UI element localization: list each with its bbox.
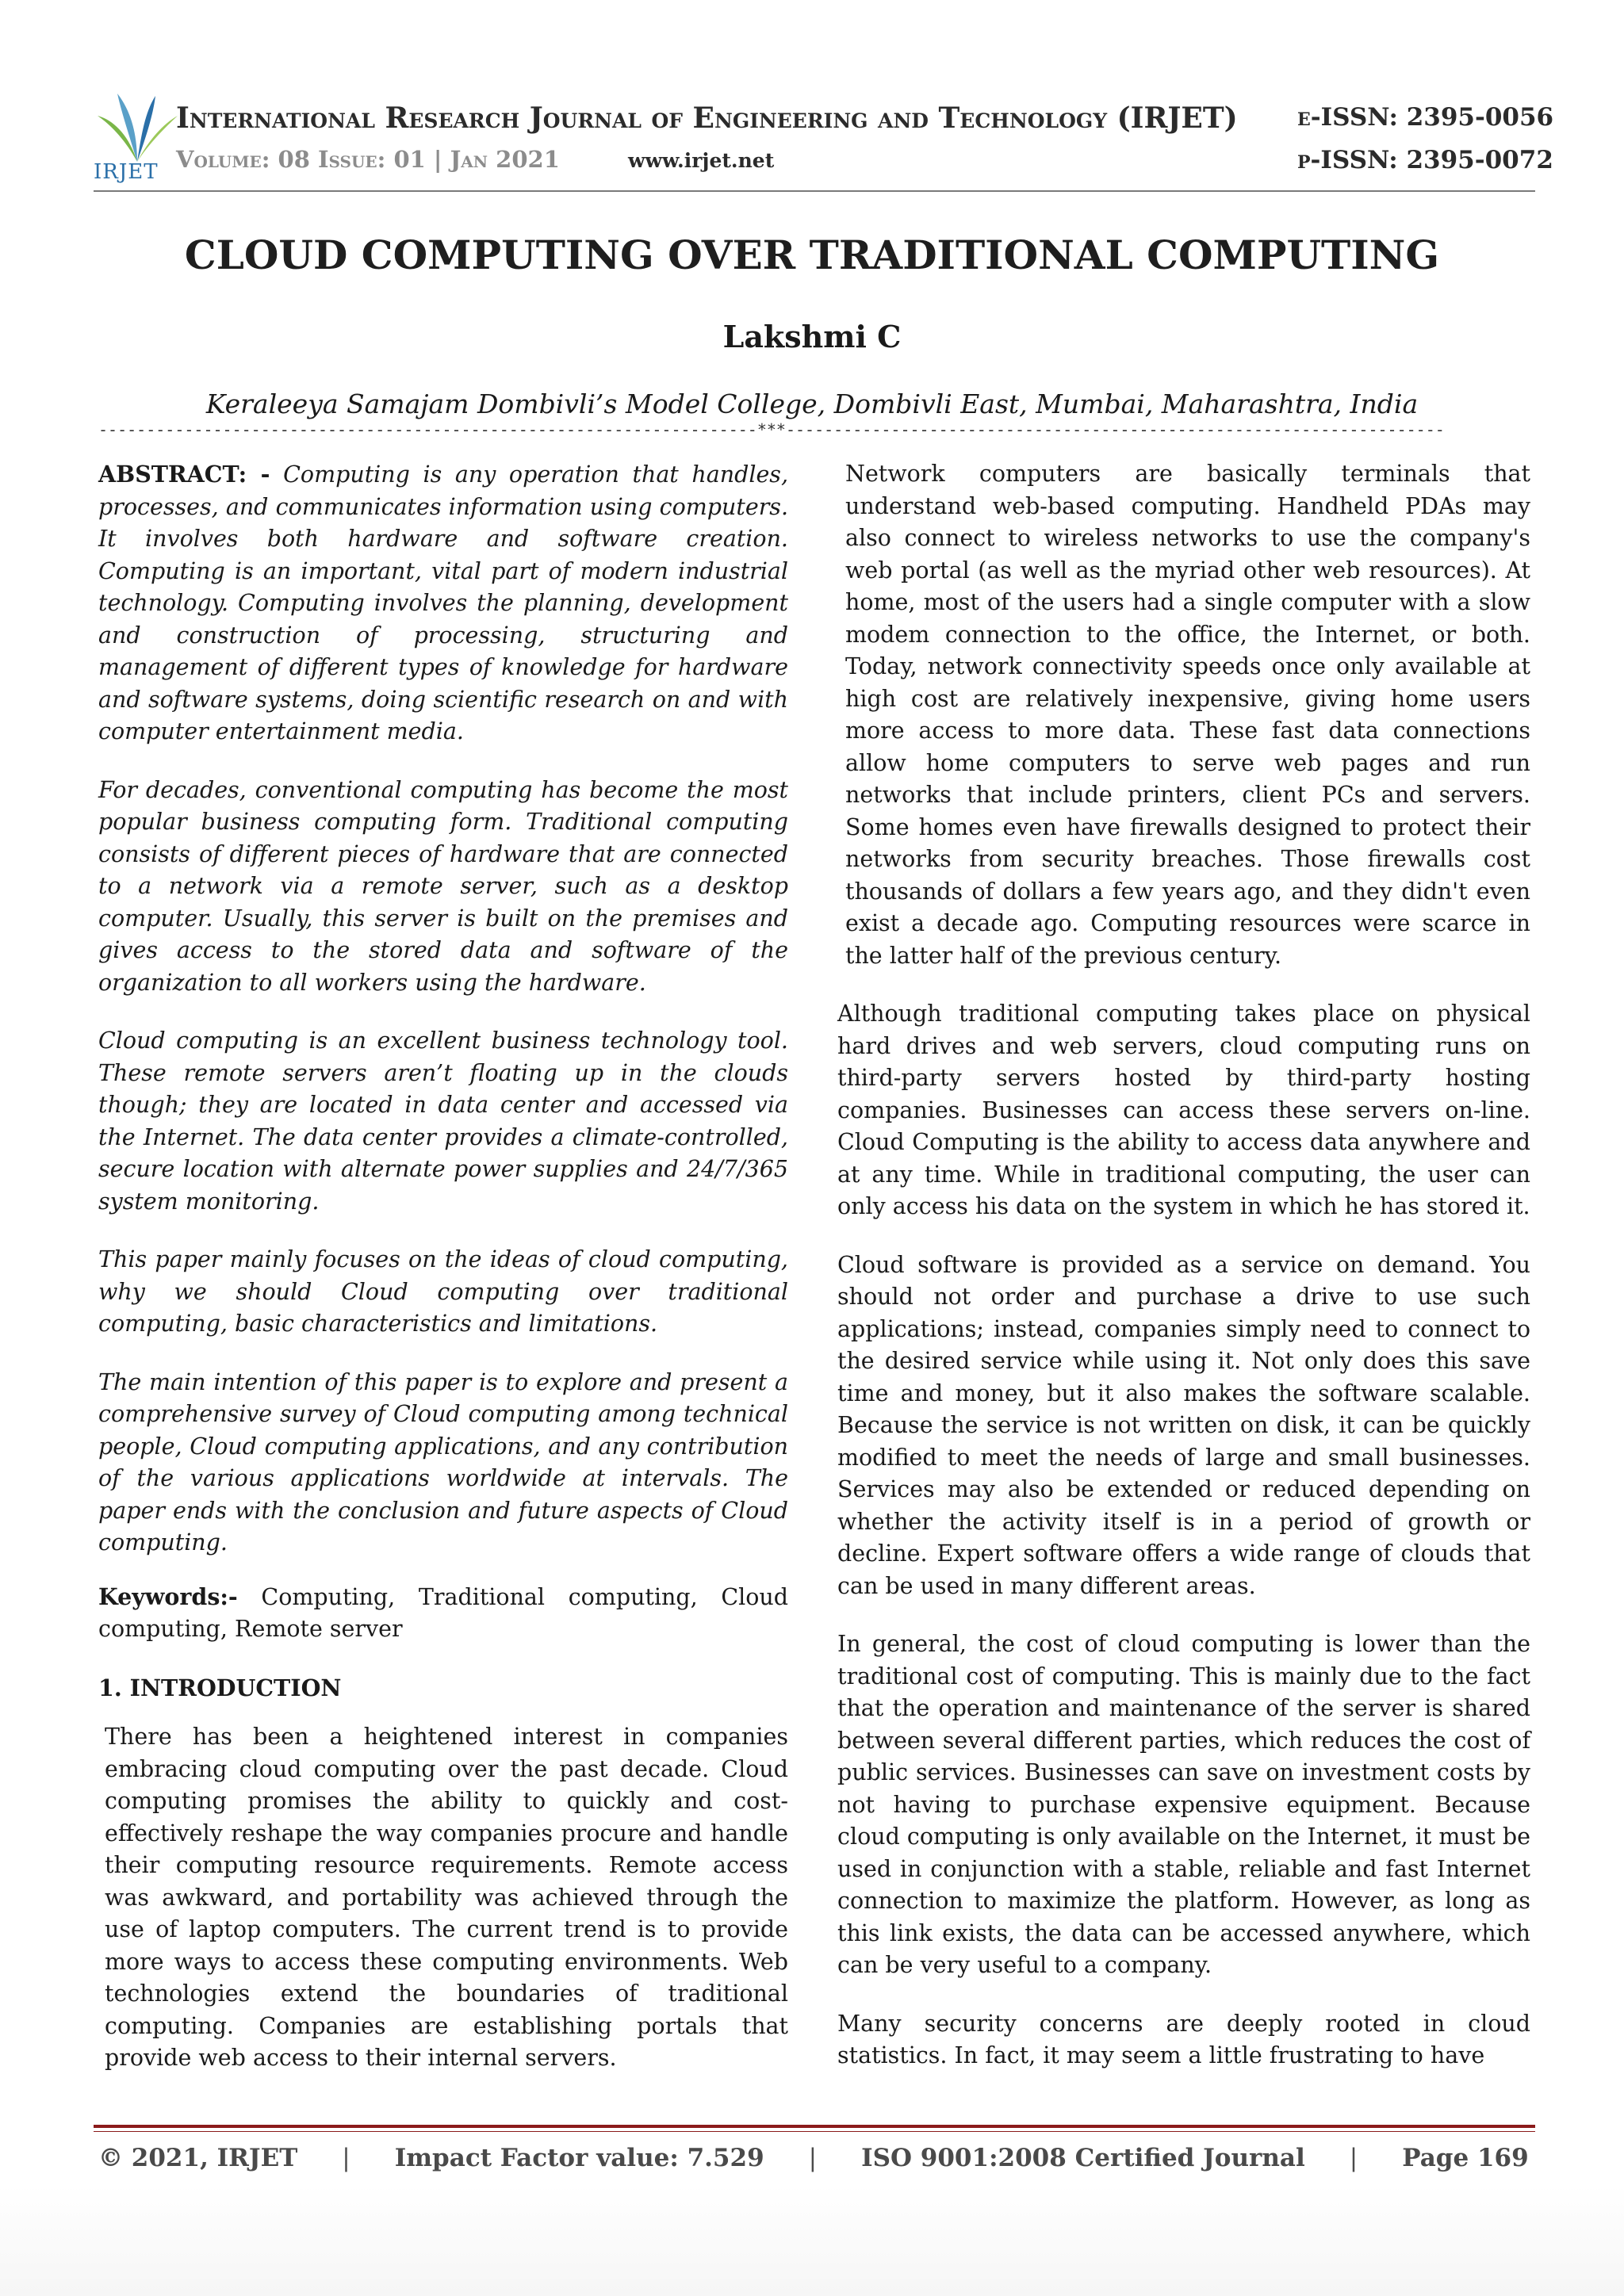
- footer-separator: |: [342, 2144, 350, 2172]
- bottom-margin: [0, 2185, 1624, 2296]
- e-issn: e-ISSN: 2395-0056: [1297, 103, 1554, 132]
- left-column: [98, 458, 788, 2101]
- page-footer: [98, 2144, 1529, 2172]
- footer-rule-thin: [94, 2131, 1535, 2132]
- section-heading-introduction: 1. INTRODUCTION: [98, 1674, 342, 1701]
- p-issn: p-ISSN: 2395-0072: [1297, 146, 1553, 174]
- right-column: [837, 458, 1530, 2099]
- header-divider: [94, 190, 1535, 192]
- logo-text: IRJET: [94, 160, 159, 184]
- body-paragraph-4: In general, the cost of cloud computing is lower than the traditional cost of computing. This is mainly due to the fact that the operation and maintenance of the server is shared between several different parties, which reduces the cost of public services. Businesses can save on investment costs by not having to purchase expensive equipment. Because cloud computing is only available on the Internet, it must be used in conjunction with a stable, reliable and fast Internet connection to maximize the platform. However, as long as this link exists, the data can be accessed anywhere, which can be very useful to a company.: [837, 1631, 1530, 1978]
- keywords-text: Computing, Traditional computing, Cloud computing, Remote server: [98, 1583, 788, 1642]
- abstract-paragraph-4: This paper mainly focuses on the ideas of cloud computing, why we should Cloud computing over traditional computing, basic characteristics and limitations.: [98, 1246, 788, 1337]
- author-affiliation: Keraleeya Samajam Dombivli’s Model College, Dombivli East, Mumbai, Maharashtra, India: [205, 388, 1419, 419]
- keywords-label: Keywords:-: [98, 1582, 238, 1610]
- abstract-paragraph-5: The main intention of this paper is to explore and present a comprehensive survey of Cloud computing among technical people, Cloud computing applications, and any contribution of the various applications worldwide at intervals. The paper ends with the conclusion and future aspects of Cloud computing.: [98, 1368, 788, 1556]
- abstract-paragraph-2: For decades, conventional computing has become the most popular business computing form. Traditional computing consists of different pieces of hardware that are connected to a network via a remote server, such as a desktop computer. Usually, this server is built on the premises and gives access to the stored data and software of the organization to all workers using the hardware.: [98, 776, 788, 996]
- irjet-logo: [94, 92, 181, 184]
- abstract-text-1: Computing is any operation that handles, processes, and communicates information using computers. It involves both hardware and software creation. Computing is an important, vital part of modern industrial technology. Computing involves the planning, development and construction of processing, structuring and management of different types of knowledge for hardware and software systems, doing scientific research on and with computer entertainment media.: [98, 461, 788, 744]
- footer-separator: |: [1349, 2144, 1358, 2172]
- footer-rule-thick: [94, 2125, 1535, 2128]
- volume-info: Volume: 08 Issue: 01 | Jan 2021: [176, 146, 560, 173]
- paper-title: CLOUD COMPUTING OVER TRADITIONAL COMPUTING: [184, 232, 1440, 278]
- journal-website-link[interactable]: www.irjet.net: [628, 149, 775, 172]
- footer-page-number: Page 169: [1402, 2144, 1529, 2172]
- body-paragraph-5: Many security concerns are deeply rooted in cloud statistics. In fact, it may seem a little frustrating to have: [837, 2010, 1530, 2068]
- title-separator: ---------------------------------------------------------------------***---------------------------------------------------------------------: [98, 420, 1445, 439]
- footer-impact-factor: Impact Factor value: 7.529: [394, 2144, 764, 2172]
- body-paragraph-3: Cloud software is provided as a service on demand. You should not order and purchase a drive to use such applications; instead, companies simply need to connect to the desired service while using it. Not only does this save time and money, but it also makes the software scalable. Because the service is not written on disk, it can be quickly modified to meet the needs of large and small businesses. Services may also be extended or reduced depending on whether the activity itself is in a period of growth or decline. Expert software offers a wide range of clouds that can be used in many different areas.: [837, 1251, 1530, 1599]
- intro-paragraph-1: There has been a heightened interest in companies embracing cloud computing over the past decade. Cloud computing promises the ability to quickly and cost-effectively reshape the way companies procure and handle their computing resource requirements. Remote access was awkward, and portability was achieved through the use of laptop computers. The current trend is to provide more ways to access these computing environments. Web technologies extend the boundaries of traditional computing. Companies are establishing portals that provide web access to their internal servers.: [105, 1724, 788, 2071]
- abstract-label: ABSTRACT: -: [98, 461, 270, 488]
- footer-iso: ISO 9001:2008 Certified Journal: [861, 2144, 1305, 2172]
- abstract-paragraph-1: [98, 458, 788, 748]
- journal-title: International Research Journal of Engineering and Technology (IRJET): [176, 101, 1238, 135]
- body-paragraph-1: Network computers are basically terminals that understand web-based computing. Handheld PDAs may also connect to wireless networks to use the company's web portal (as well as the myriad other web resources). At home, most of the users had a single computer with a slow modem connection to the office, the Internet, or both. Today, network connectivity speeds once only available at high cost are relatively inexpensive, giving home users more access to more data. These fast data connections allow home computers to serve web pages and run networks that include printers, client PCs and servers. Some homes even have firewalls designed to protect their networks from security breaches. Those firewalls cost thousands of dollars a few years ago, and they didn't even exist a decade ago. Computing resources were scarce in the latter half of the previous century.: [845, 461, 1530, 969]
- footer-separator: |: [808, 2144, 818, 2172]
- abstract-paragraph-3: Cloud computing is an excellent business technology tool. These remote servers aren’t floating up in the clouds though; they are located in data center and accessed via the Internet. The data center provides a climate-controlled, secure location with alternate power supplies and 24/7/365 system monitoring.: [98, 1027, 788, 1215]
- paper-author: Lakshmi C: [722, 319, 902, 354]
- footer-copyright: © 2021, IRJET: [98, 2144, 298, 2172]
- leaf-logo-icon: [94, 92, 181, 163]
- body-paragraph-2: Although traditional computing takes place on physical hard drives and web servers, cloud computing runs on third-party servers hosted by third-party hosting companies. Businesses can access these servers on-line. Cloud Computing is the ability to access data anywhere and at any time. While in traditional computing, the user can only access his data on the system in which he has stored it.: [837, 1001, 1530, 1219]
- keywords: [98, 1581, 788, 1646]
